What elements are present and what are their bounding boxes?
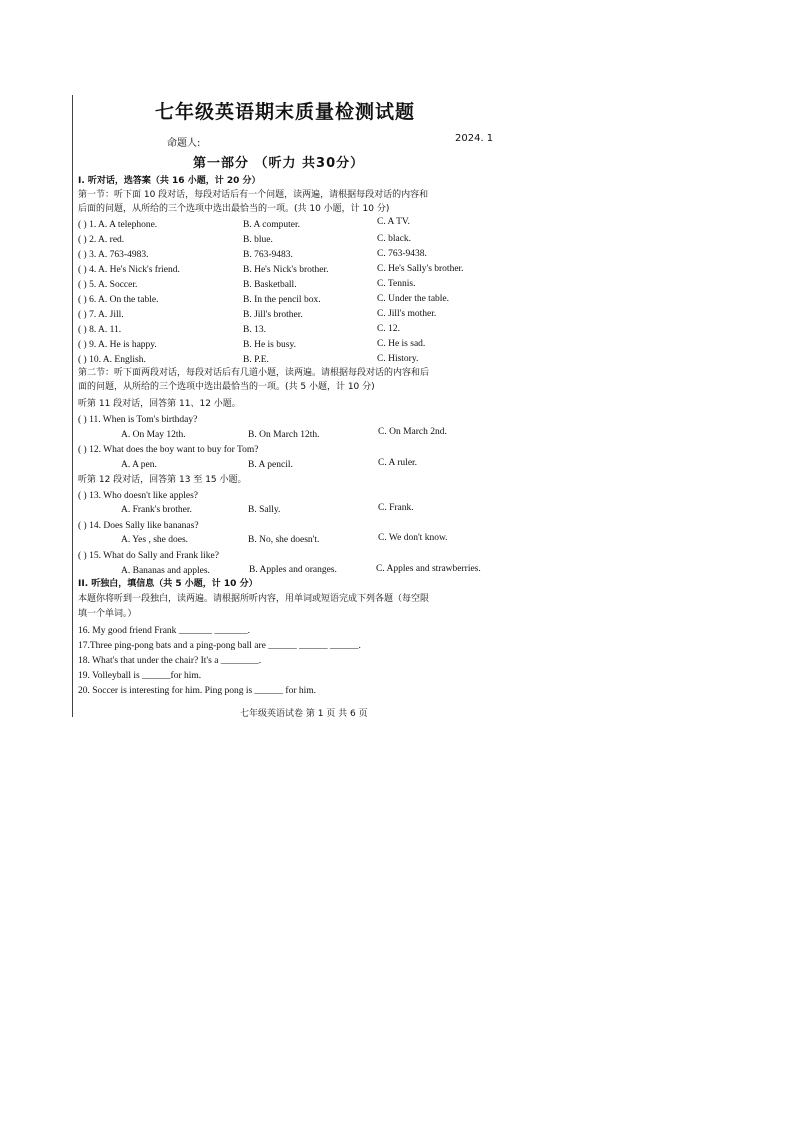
option-c: C. A ruler. — [378, 458, 418, 468]
option-c: C. On March 2nd. — [378, 427, 447, 437]
question-row — [78, 324, 518, 336]
question-row — [78, 249, 518, 261]
question-row — [78, 234, 518, 246]
section2-intro-1: 本题你将听到一段独白，读两遍。请根据所听内容，用单词或短语完成下列各题（每空限 — [78, 594, 430, 604]
option-c: C. History. — [377, 354, 419, 364]
option-a: A. A pen. — [121, 460, 157, 470]
question-row — [78, 339, 518, 351]
option-b: B. In the pencil box. — [243, 295, 321, 305]
option-a: A. Yes , she does. — [121, 535, 189, 545]
question-stem-15: ( ) 15. What do Sally and Frank like? — [78, 551, 219, 561]
option-b: B. On March 12th. — [248, 430, 320, 440]
option-b: B. 13. — [243, 325, 266, 335]
exam-date: 2024. 1 — [455, 133, 494, 144]
question-stem-13: ( ) 13. Who doesn't like apples? — [78, 491, 198, 501]
question-stem: ( ) 5. A. Soccer. — [78, 280, 138, 290]
option-c: C. Frank. — [378, 503, 414, 513]
option-b: B. A computer. — [243, 220, 300, 230]
question-row — [78, 264, 518, 276]
option-b: B. P.E. — [243, 355, 269, 365]
question-stem: ( ) 7. A. Jill. — [78, 310, 124, 320]
fill-item-17: 17.Three ping-pong bats and a ping-pong ball are ______ ______ ______. — [78, 641, 361, 651]
question-row — [78, 219, 518, 231]
exam-title: 七年级英语期末质量检测试题 — [154, 101, 415, 123]
option-c: C. 763-9438. — [377, 249, 427, 259]
option-c: C. 12. — [377, 324, 400, 334]
option-a: A. Frank's brother. — [121, 505, 192, 515]
option-c: C. Jill's mother. — [377, 309, 437, 319]
option-b: B. 763-9483. — [243, 250, 293, 260]
option-b: B. Jill's brother. — [243, 310, 303, 320]
question-row — [78, 309, 518, 321]
question-stem-11: ( ) 11. When is Tom's birthday? — [78, 415, 198, 425]
option-b: B. Basketball. — [243, 280, 297, 290]
page-footer: 七年级英语试卷 第 1 页 共 6 页 — [240, 709, 368, 719]
option-c: C. black. — [377, 234, 412, 244]
question-stem: ( ) 10. A. English. — [78, 355, 146, 365]
question-stem: ( ) 2. A. red. — [78, 235, 125, 245]
sub1-instruction-1: 第一节：听下面 10 段对话，每段对话后有一个问题，读两遍，请根据每段对话的内容和 — [78, 190, 429, 200]
question-stem-14: ( ) 14. Does Sally like bananas? — [78, 521, 199, 531]
option-c: C. He's Sally's brother. — [377, 264, 464, 274]
sub2-instruction-2: 面的问题，从所给的三个选项中选出最恰当的一项。(共 5 小题，计 10 分) — [78, 382, 375, 392]
question-stem: ( ) 8. A. 11. — [78, 325, 122, 335]
option-c: C. Under the table. — [377, 294, 450, 304]
option-b: B. Sally. — [248, 505, 281, 515]
option-b: B. No, she doesn't. — [248, 535, 320, 545]
option-b: B. He is busy. — [243, 340, 296, 350]
question-row — [78, 279, 518, 291]
option-b: B. blue. — [243, 235, 273, 245]
sub2-instruction-1: 第二节：听下面两段对话，每段对话后有几道小题，读两遍。请根据每段对话的内容和后 — [78, 368, 430, 378]
binding-line — [72, 95, 73, 717]
fill-item-20: 20. Soccer is interesting for him. Ping pong is ______ for him. — [78, 686, 317, 696]
option-c: C. He is sad. — [377, 339, 426, 349]
question-stem: ( ) 1. A. A telephone. — [78, 220, 158, 230]
option-b: B. He's Nick's brother. — [243, 265, 329, 275]
dialog11-instruction: 听第 11 段对话，回答第 11、12 小题。 — [78, 399, 241, 409]
dialog12-instruction: 听第 12 段对话，回答第 13 至 15 小题。 — [78, 475, 247, 485]
part-heading: 第一部分 （听力 共30分） — [193, 156, 365, 171]
option-c: C. Apples and strawberries. — [376, 564, 481, 574]
option-c: C. We don't know. — [378, 533, 448, 543]
question-stem: ( ) 4. A. He's Nick's friend. — [78, 265, 180, 275]
option-a: A. Bananas and apples. — [121, 566, 210, 576]
section2-heading: II. 听独白，填信息（共 5 小题，计 10 分） — [78, 579, 258, 589]
setter-label: 命题人: — [167, 138, 201, 149]
question-stem: ( ) 9. A. He is happy. — [78, 340, 157, 350]
fill-item-19: 19. Volleyball is ______for him. — [78, 671, 202, 681]
option-c: C. Tennis. — [377, 279, 416, 289]
option-c: C. A TV. — [377, 217, 410, 227]
sub1-instruction-2: 后面的问题，从所给的三个选项中选出最恰当的一项。(共 10 小题，计 10 分) — [78, 204, 390, 214]
question-row — [78, 294, 518, 306]
fill-item-16: 16. My good friend Frank _______ _______. — [78, 626, 251, 636]
question-stem: ( ) 6. A. On the table. — [78, 295, 159, 305]
section2-intro-2: 填一个单词。） — [78, 609, 137, 619]
question-stem: ( ) 3. A. 763-4983. — [78, 250, 149, 260]
section1-heading: I. 听对话，选答案（共 16 小题，计 20 分） — [78, 176, 261, 186]
question-row — [78, 354, 518, 366]
question-stem-12: ( ) 12. What does the boy want to buy for Tom? — [78, 445, 259, 455]
fill-item-18: 18. What's that under the chair? It's a ________. — [78, 656, 262, 666]
option-b: B. A pencil. — [248, 460, 293, 470]
option-b: B. Apples and oranges. — [249, 565, 337, 575]
option-a: A. On May 12th. — [121, 430, 186, 440]
